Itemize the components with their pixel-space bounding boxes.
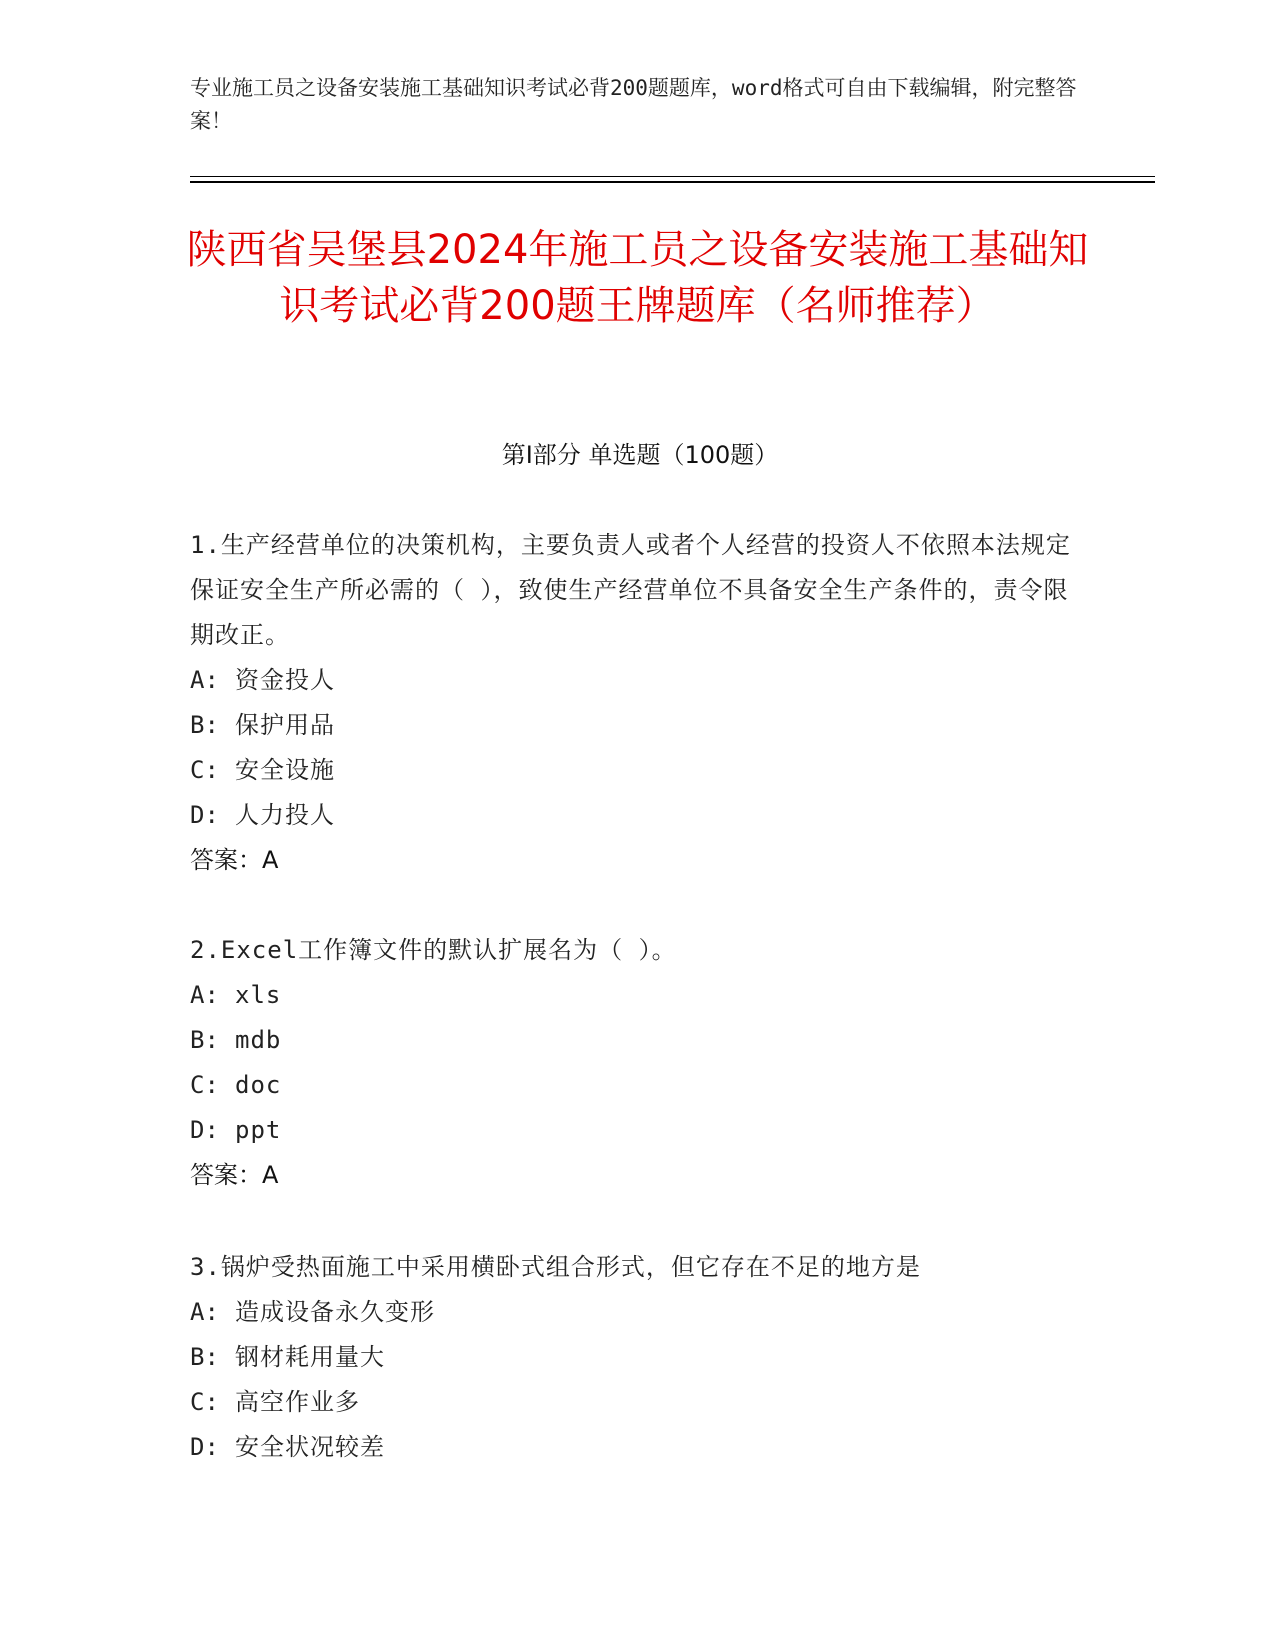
option-d [190,1108,1080,1153]
option-text: 人力投人 [235,801,335,829]
option-text: 保护用品 [235,711,335,739]
option-text: 安全状况较差 [235,1433,385,1461]
question-stem: 1.生产经营单位的决策机构，主要负责人或者个人经营的投资人不依照本法规定保证安全生产所必需的（ ），致使生产经营单位不具备安全生产条件的，责令限期改正。 [190,531,1071,649]
option-c [190,748,1080,793]
question-1 [190,523,1080,883]
option-text: 钢材耗用量大 [235,1343,385,1371]
option-key: D: [190,1433,219,1461]
option-key: B: [190,711,219,739]
option-b [190,703,1080,748]
answer-line: 答案：A [190,846,279,874]
option-text: 安全设施 [235,756,335,784]
option-a [190,1290,1080,1335]
header-divider-bottom [190,181,1155,183]
option-text: 造成设备永久变形 [235,1298,435,1326]
option-c [190,1380,1080,1425]
section-title: 第I部分 单选题（100题） [501,441,779,469]
question-stem: 2.Excel工作簿文件的默认扩展名为（ ）。 [190,936,677,964]
option-text: mdb [235,1026,282,1054]
option-a [190,973,1080,1018]
question-3 [190,1245,1080,1470]
option-c [190,1063,1080,1108]
option-key: C: [190,1071,219,1099]
option-key: A: [190,666,219,694]
option-text: 资金投人 [235,666,335,694]
header-divider-top [190,176,1155,177]
option-key: C: [190,1388,219,1416]
option-d [190,793,1080,838]
option-key: A: [190,981,219,1009]
option-text: doc [235,1071,282,1099]
option-key: C: [190,756,219,784]
option-key: D: [190,801,219,829]
document-title: 陕西省吴堡县2024年施工员之设备安装施工基础知识考试必背200题王牌题库（名师推荐） [186,227,1089,329]
option-d [190,1425,1080,1470]
option-key: B: [190,1026,219,1054]
option-b [190,1335,1080,1380]
option-text: 高空作业多 [235,1388,360,1416]
question-stem: 3.锅炉受热面施工中采用横卧式组合形式，但它存在不足的地方是 [190,1253,921,1281]
answer-line: 答案：A [190,1161,279,1189]
option-key: A: [190,1298,219,1326]
question-2 [190,928,1080,1198]
option-text: ppt [235,1116,282,1144]
option-b [190,1018,1080,1063]
option-key: D: [190,1116,219,1144]
option-a [190,658,1080,703]
option-key: B: [190,1343,219,1371]
header-note: 专业施工员之设备安装施工基础知识考试必背200题题库，word格式可自由下载编辑，附完整答案！ [190,76,1077,133]
option-text: xls [235,981,282,1009]
